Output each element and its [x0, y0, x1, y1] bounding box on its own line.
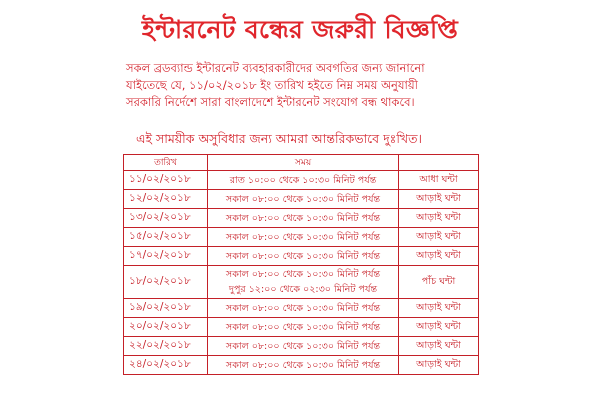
- time-range: সকাল ০৮:০০ থেকে ১০:৩০ মিনিট পর্যন্ত: [225, 212, 381, 224]
- cell-time: [208, 299, 399, 318]
- table-header-row: [124, 155, 479, 171]
- cell-date: ১৮/০২/২০১৮: [124, 266, 208, 299]
- cell-time: [208, 356, 399, 375]
- cell-time: [208, 209, 399, 228]
- notice-body: [126, 60, 496, 111]
- cell-date: ১৫/০২/২০১৮: [124, 228, 208, 247]
- table-row: [124, 318, 479, 337]
- cell-duration: আড়াই ঘন্টা: [399, 247, 479, 266]
- cell-duration: আড়াই ঘন্টা: [399, 190, 479, 209]
- table-row: [124, 171, 479, 190]
- time-range: সকাল ০৮:০০ থেকে ১০:৩০ মিনিট পর্যন্ত: [225, 302, 381, 314]
- time-range: সকাল ০৮:০০ থেকে ১০:৩০ মিনিট পর্যন্ত: [225, 359, 381, 371]
- cell-date: ২৪/০২/২০১৮: [124, 356, 208, 375]
- shutdown-schedule-table: [123, 154, 479, 375]
- cell-date: ১৭/০২/২০১৮: [124, 247, 208, 266]
- cell-time: [208, 266, 399, 299]
- table-row: [124, 299, 479, 318]
- cell-duration: আড়াই ঘন্টা: [399, 228, 479, 247]
- cell-time: [208, 171, 399, 190]
- cell-duration: পাঁচ ঘন্টা: [399, 266, 479, 299]
- notice-body-line: সকল ব্রডব্যান্ড ইন্টারনেট ব্যবহারকারীদের অবগতির জন্য জানানো: [126, 61, 425, 75]
- cell-time: [208, 247, 399, 266]
- cell-date: ১৯/০২/২০১৮: [124, 299, 208, 318]
- time-range: রাত ১০:০০ থেকে ১০:৩০ মিনিট পর্যন্ত: [229, 174, 377, 186]
- cell-date: ১১/০২/২০১৮: [124, 171, 208, 190]
- table-row: [124, 337, 479, 356]
- time-range: সকাল ০৮:০০ থেকে ১০:৩০ মিনিট পর্যন্ত: [225, 321, 381, 333]
- cell-date: ২০/০২/২০১৮: [124, 318, 208, 337]
- table-row: [124, 356, 479, 375]
- cell-duration: আড়াই ঘন্টা: [399, 356, 479, 375]
- apology-text: এই সাময়ীক অসুবিধার জন্য আমরা আন্তরিকভাবে দুঃখিত।: [136, 131, 422, 146]
- cell-date: ২২/০২/২০১৮: [124, 337, 208, 356]
- cell-time: [208, 190, 399, 209]
- cell-duration: আড়াই ঘন্টা: [399, 209, 479, 228]
- cell-time: [208, 318, 399, 337]
- cell-duration: আড়াই ঘন্টা: [399, 318, 479, 337]
- header-duration: [399, 155, 479, 171]
- header-date: তারিখ: [124, 155, 208, 171]
- table-row: [124, 190, 479, 209]
- cell-time: [208, 337, 399, 356]
- time-range: সকাল ০৮:০০ থেকে ১০:৩০ মিনিট পর্যন্ত: [225, 250, 381, 262]
- table-row: [124, 247, 479, 266]
- cell-time: [208, 228, 399, 247]
- notice-body-line: সরকারি নির্দেশে সারা বাংলাদেশে ইন্টারনেট সংযোগ বন্ধ থাকবে।: [126, 95, 415, 109]
- notice-title: ইন্টারনেট বন্ধের জরুরী বিজ্ঞপ্তি: [141, 15, 459, 44]
- cell-duration: আড়াই ঘন্টা: [399, 337, 479, 356]
- table-row: [124, 209, 479, 228]
- table-row: [124, 266, 479, 299]
- header-time: সময়: [208, 155, 399, 171]
- table-row: [124, 228, 479, 247]
- cell-date: ১২/০২/২০১৮: [124, 190, 208, 209]
- time-range: সকাল ০৮:০০ থেকে ১০:৩০ মিনিট পর্যন্ত: [225, 340, 381, 352]
- cell-duration: আধা ঘন্টা: [399, 171, 479, 190]
- table-body: [124, 171, 479, 375]
- time-range: সকাল ০৮:০০ থেকে ১০:৩০ মিনিট পর্যন্ত: [225, 231, 381, 243]
- notice-body-line: যাইতেছে যে, ১১/০২/২০১৮ ইং তারিখ হইতে নিম্ন সময় অনুযায়ী: [126, 78, 418, 92]
- time-range: সকাল ০৮:০০ থেকে ১০:৩০ মিনিট পর্যন্ত: [225, 193, 381, 205]
- time-range: দুপুর ১২:০০ থেকে ০২:৩০ মিনিট পর্যন্ত: [228, 284, 378, 295]
- cell-date: ১৩/০২/২০১৮: [124, 209, 208, 228]
- time-range: সকাল ০৮:০০ থেকে ১০:৩০ মিনিট পর্যন্ত: [225, 269, 381, 280]
- cell-duration: আড়াই ঘন্টা: [399, 299, 479, 318]
